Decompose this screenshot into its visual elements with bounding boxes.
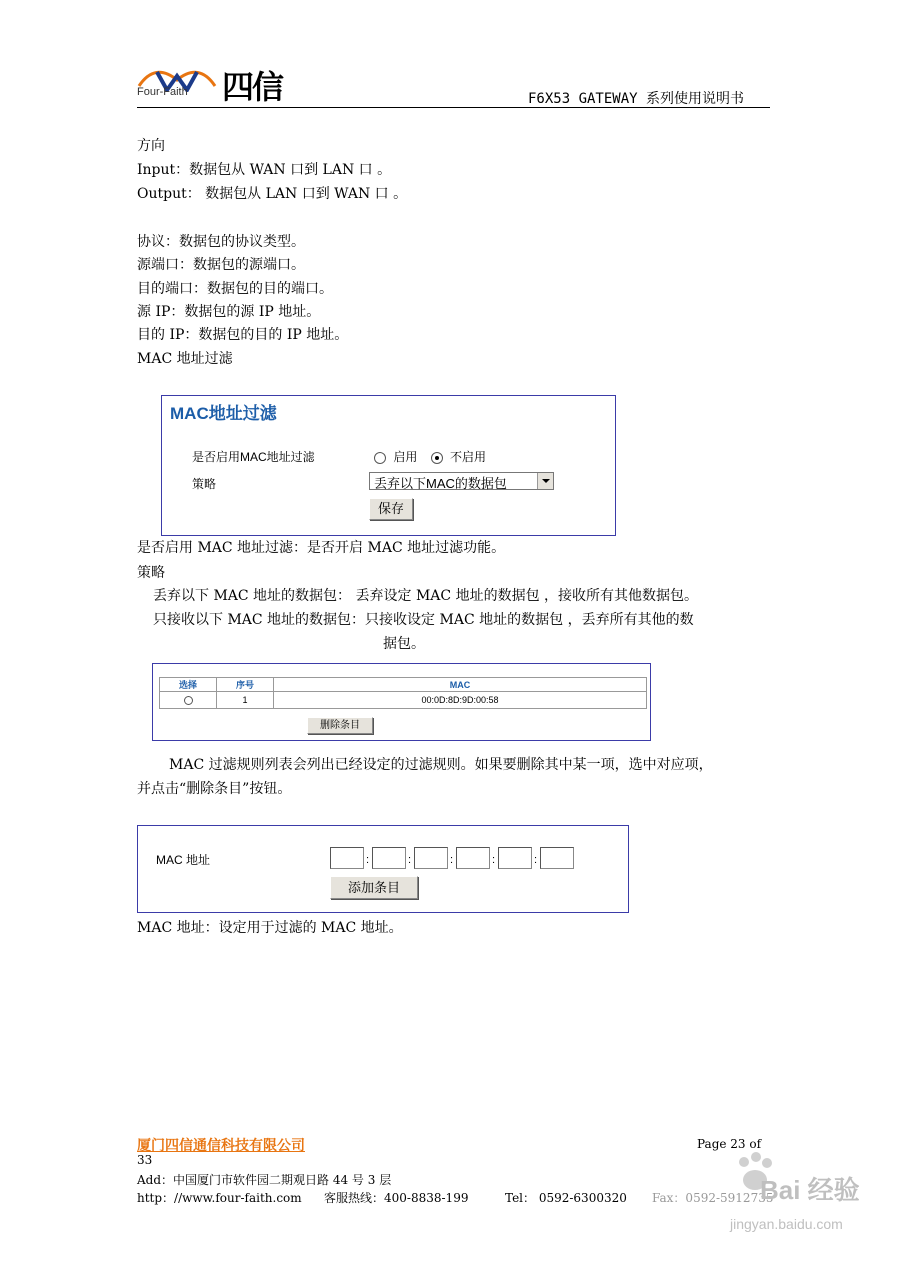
text-enable-desc: 是否启用 MAC 地址过滤：是否开启 MAC 地址过滤功能。 — [137, 540, 506, 556]
mac-filter-panel — [161, 395, 616, 536]
mac-separator: : — [366, 854, 370, 866]
text-direction: 方向 — [137, 138, 165, 154]
mac-octet-5-input[interactable] — [498, 847, 532, 869]
text-strategy-drop: 丢弃以下 MAC 地址的数据包： 丢弃设定 MAC 地址的数据包 ，接收所有其他数据包。 — [153, 588, 699, 604]
mac-list-panel — [152, 663, 651, 741]
document-title: F6X53 GATEWAY 系列使用说明书 — [528, 91, 745, 107]
panel-title: MAC地址过滤 — [170, 404, 277, 423]
radio-enable[interactable] — [374, 452, 386, 464]
text-list-desc-1: MAC 过滤规则列表会列出已经设定的过滤规则。如果要删除其中某一项，选中对应项， — [169, 757, 713, 773]
watermark-url: jingyan.baidu.com — [730, 1216, 843, 1232]
mac-separator: : — [534, 854, 538, 866]
text-strategy-accept: 只接收以下 MAC 地址的数据包：只接收设定 MAC 地址的数据包 ，丢弃所有其他的数 — [153, 612, 694, 628]
add-entry-button[interactable]: 添加条目 — [330, 876, 418, 899]
policy-select[interactable] — [369, 472, 554, 490]
footer-address: Add：中国厦门市软件园二期观日路 44 号 3 层 — [137, 1173, 392, 1187]
row-index: 1 — [217, 692, 274, 709]
row-select-radio[interactable] — [184, 696, 193, 705]
col-index-header: 序号 — [217, 678, 274, 692]
radio-disable-label: 不启用 — [450, 450, 487, 464]
baidu-watermark — [722, 1150, 882, 1245]
mac-table — [159, 677, 647, 709]
footer-website[interactable]: http：//www.four-faith.com — [137, 1191, 302, 1205]
text-output: Output： 数据包从 LAN 口到 WAN 口 。 — [137, 186, 408, 202]
mac-octet-2-input[interactable] — [372, 847, 406, 869]
text-mac-desc: MAC 地址：设定用于过滤的 MAC 地址。 — [137, 920, 403, 936]
col-select-header: 选择 — [160, 678, 217, 692]
row-mac: 00:0D:8D:9D:00:58 — [274, 692, 647, 709]
text-protocol: 协议：数据包的协议类型。 — [137, 234, 305, 250]
delete-entry-button[interactable]: 删除条目 — [307, 717, 373, 734]
chevron-down-icon[interactable] — [537, 473, 553, 489]
enable-radio-group — [374, 448, 486, 465]
save-button[interactable]: 保存 — [369, 498, 413, 520]
col-mac-header: MAC — [274, 678, 647, 692]
mac-octet-6-input[interactable] — [540, 847, 574, 869]
text-dst-ip: 目的 IP：数据包的目的 IP 地址。 — [137, 327, 349, 343]
footer-page: Page 23 of — [697, 1137, 762, 1151]
company-logo — [137, 64, 317, 104]
mac-octet-3-input[interactable] — [414, 847, 448, 869]
mac-octet-1-input[interactable] — [330, 847, 364, 869]
radio-enable-label: 启用 — [393, 450, 418, 464]
section-heading: MAC 地址过滤 — [137, 351, 233, 367]
footer-fax: Fax：0592-5912735 — [652, 1191, 774, 1205]
policy-label: 策略 — [192, 477, 217, 491]
footer-hotline: 客服热线：400-8838-199 — [324, 1191, 469, 1205]
watermark-brand: Bai 经验 — [760, 1175, 860, 1205]
text-input: Input：数据包从 WAN 口到 LAN 口 。 — [137, 162, 392, 178]
text-src-port: 源端口：数据包的源端口。 — [137, 257, 305, 273]
mac-address-label: MAC 地址 — [156, 853, 211, 867]
mac-separator: : — [408, 854, 412, 866]
text-dst-port: 目的端口：数据包的目的端口。 — [137, 281, 333, 297]
mac-add-panel — [137, 825, 629, 913]
enable-label: 是否启用MAC地址过滤 — [192, 450, 315, 464]
mac-separator: : — [492, 854, 496, 866]
text-src-ip: 源 IP：数据包的源 IP 地址。 — [137, 304, 321, 320]
mac-octet-4-input[interactable] — [456, 847, 490, 869]
text-strategy: 策略 — [137, 565, 165, 581]
table-row[interactable] — [160, 692, 647, 709]
logo-cn: 四信 — [222, 68, 283, 106]
footer-company-link[interactable]: 厦门四信通信科技有限公司 — [137, 1138, 305, 1154]
text-strategy-accept-cont: 据包。 — [383, 636, 425, 652]
header-rule — [137, 107, 770, 108]
mac-separator: : — [450, 854, 454, 866]
policy-select-value: 丢弃以下MAC的数据包 — [374, 476, 507, 491]
radio-disable[interactable] — [431, 452, 443, 464]
table-header-row — [160, 678, 647, 692]
text-list-desc-2: 并点击“删除条目”按钮。 — [137, 781, 292, 797]
footer-page-total: 33 — [137, 1153, 153, 1167]
logo-text: Four-Faith — [137, 86, 188, 98]
row-select-cell[interactable] — [160, 692, 217, 709]
footer-tel: Tel： 0592-6300320 — [505, 1191, 627, 1205]
